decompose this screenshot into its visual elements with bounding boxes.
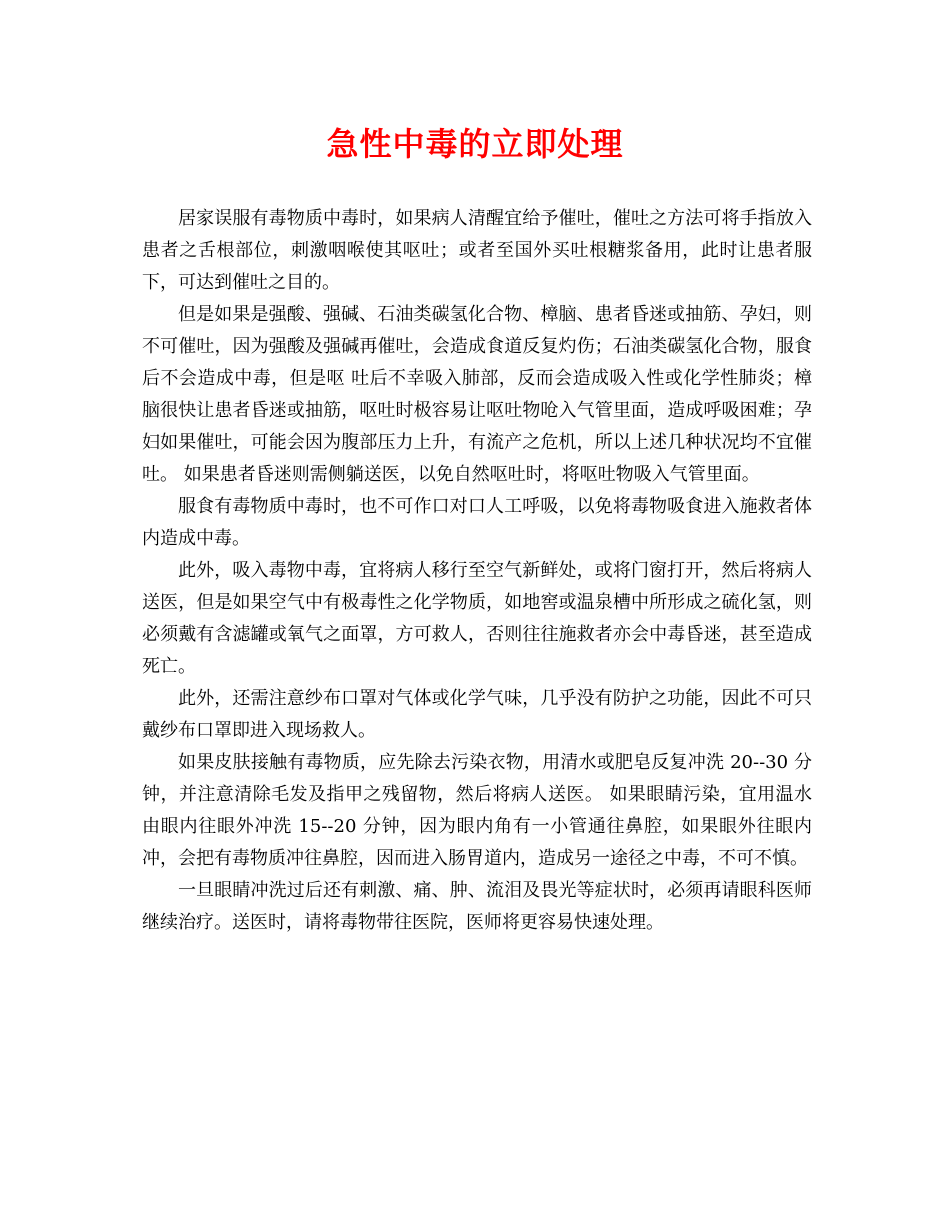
- paragraph: 一旦眼睛冲洗过后还有刺激、痛、肿、流泪及畏光等症状时，必须再请眼科医师继续治疗。送医时，请将毒物带往医院，医师将更容易快速处理。: [142, 880, 812, 933]
- paragraph: 但是如果是强酸、强碱、石油类碳氢化合物、樟脑、患者昏迷或抽筋、孕妇，则不可催吐，因为强酸及强碱再催吐，会造成食道反复灼伤；石油类碳氢化合物，服食后不会造成中毒，但是呕 吐后不幸吸入肺部，反而会造成吸入性或化学性肺炎；樟脑很快让患者昏迷或抽筋，呕吐时极容易让呕吐物呛入气管里面，造成呼吸困难；孕妇如果催吐，可能会因为腹部压力上升，有流产之危机，所以上述几种状况均不宜催吐。 如果患者昏迷则需侧躺送医，以免自然呕吐时，将呕吐物吸入气管里面。: [142, 304, 812, 485]
- paragraph: 此外，还需注意纱布口罩对气体或化学气味，几乎没有防护之功能，因此不可只戴纱布口罩即进入现场救人。: [142, 688, 812, 741]
- document-title: 急性中毒的立即处理: [326, 125, 624, 163]
- paragraph: 如果皮肤接触有毒物质，应先除去污染衣物，用清水或肥皂反复冲洗 20--30 分钟，并注意清除毛发及指甲之残留物，然后将病人送医。 如果眼睛污染，宜用温水由眼内往眼外冲洗 15--20 分钟，因为眼内角有一小管通往鼻腔，如果眼外往眼内冲，会把有毒物质冲往鼻腔，因而进入肠胃道内，造成另一途径之中毒，不可不慎。: [142, 752, 812, 869]
- paragraph: 此外，吸入毒物中毒，宜将病人移行至空气新鲜处，或将门窗打开，然后将病人送医，但是如果空气中有极毒性之化学物质，如地窖或温泉槽中所形成之硫化氢，则必须戴有含滤罐或氧气之面罩，方可救人，否则往往施救者亦会中毒昏迷，甚至造成死亡。: [142, 560, 812, 677]
- paragraph: 服食有毒物质中毒时，也不可作口对口人工呼吸，以免将毒物吸食进入施救者体内造成中毒。: [142, 496, 812, 549]
- paragraph: 居家误服有毒物质中毒时，如果病人清醒宜给予催吐，催吐之方法可将手指放入患者之舌根部位，刺激咽喉使其呕吐；或者至国外买吐根糖浆备用，此时让患者服下，可达到催吐之目的。: [142, 208, 812, 293]
- document-body: [142, 203, 812, 939]
